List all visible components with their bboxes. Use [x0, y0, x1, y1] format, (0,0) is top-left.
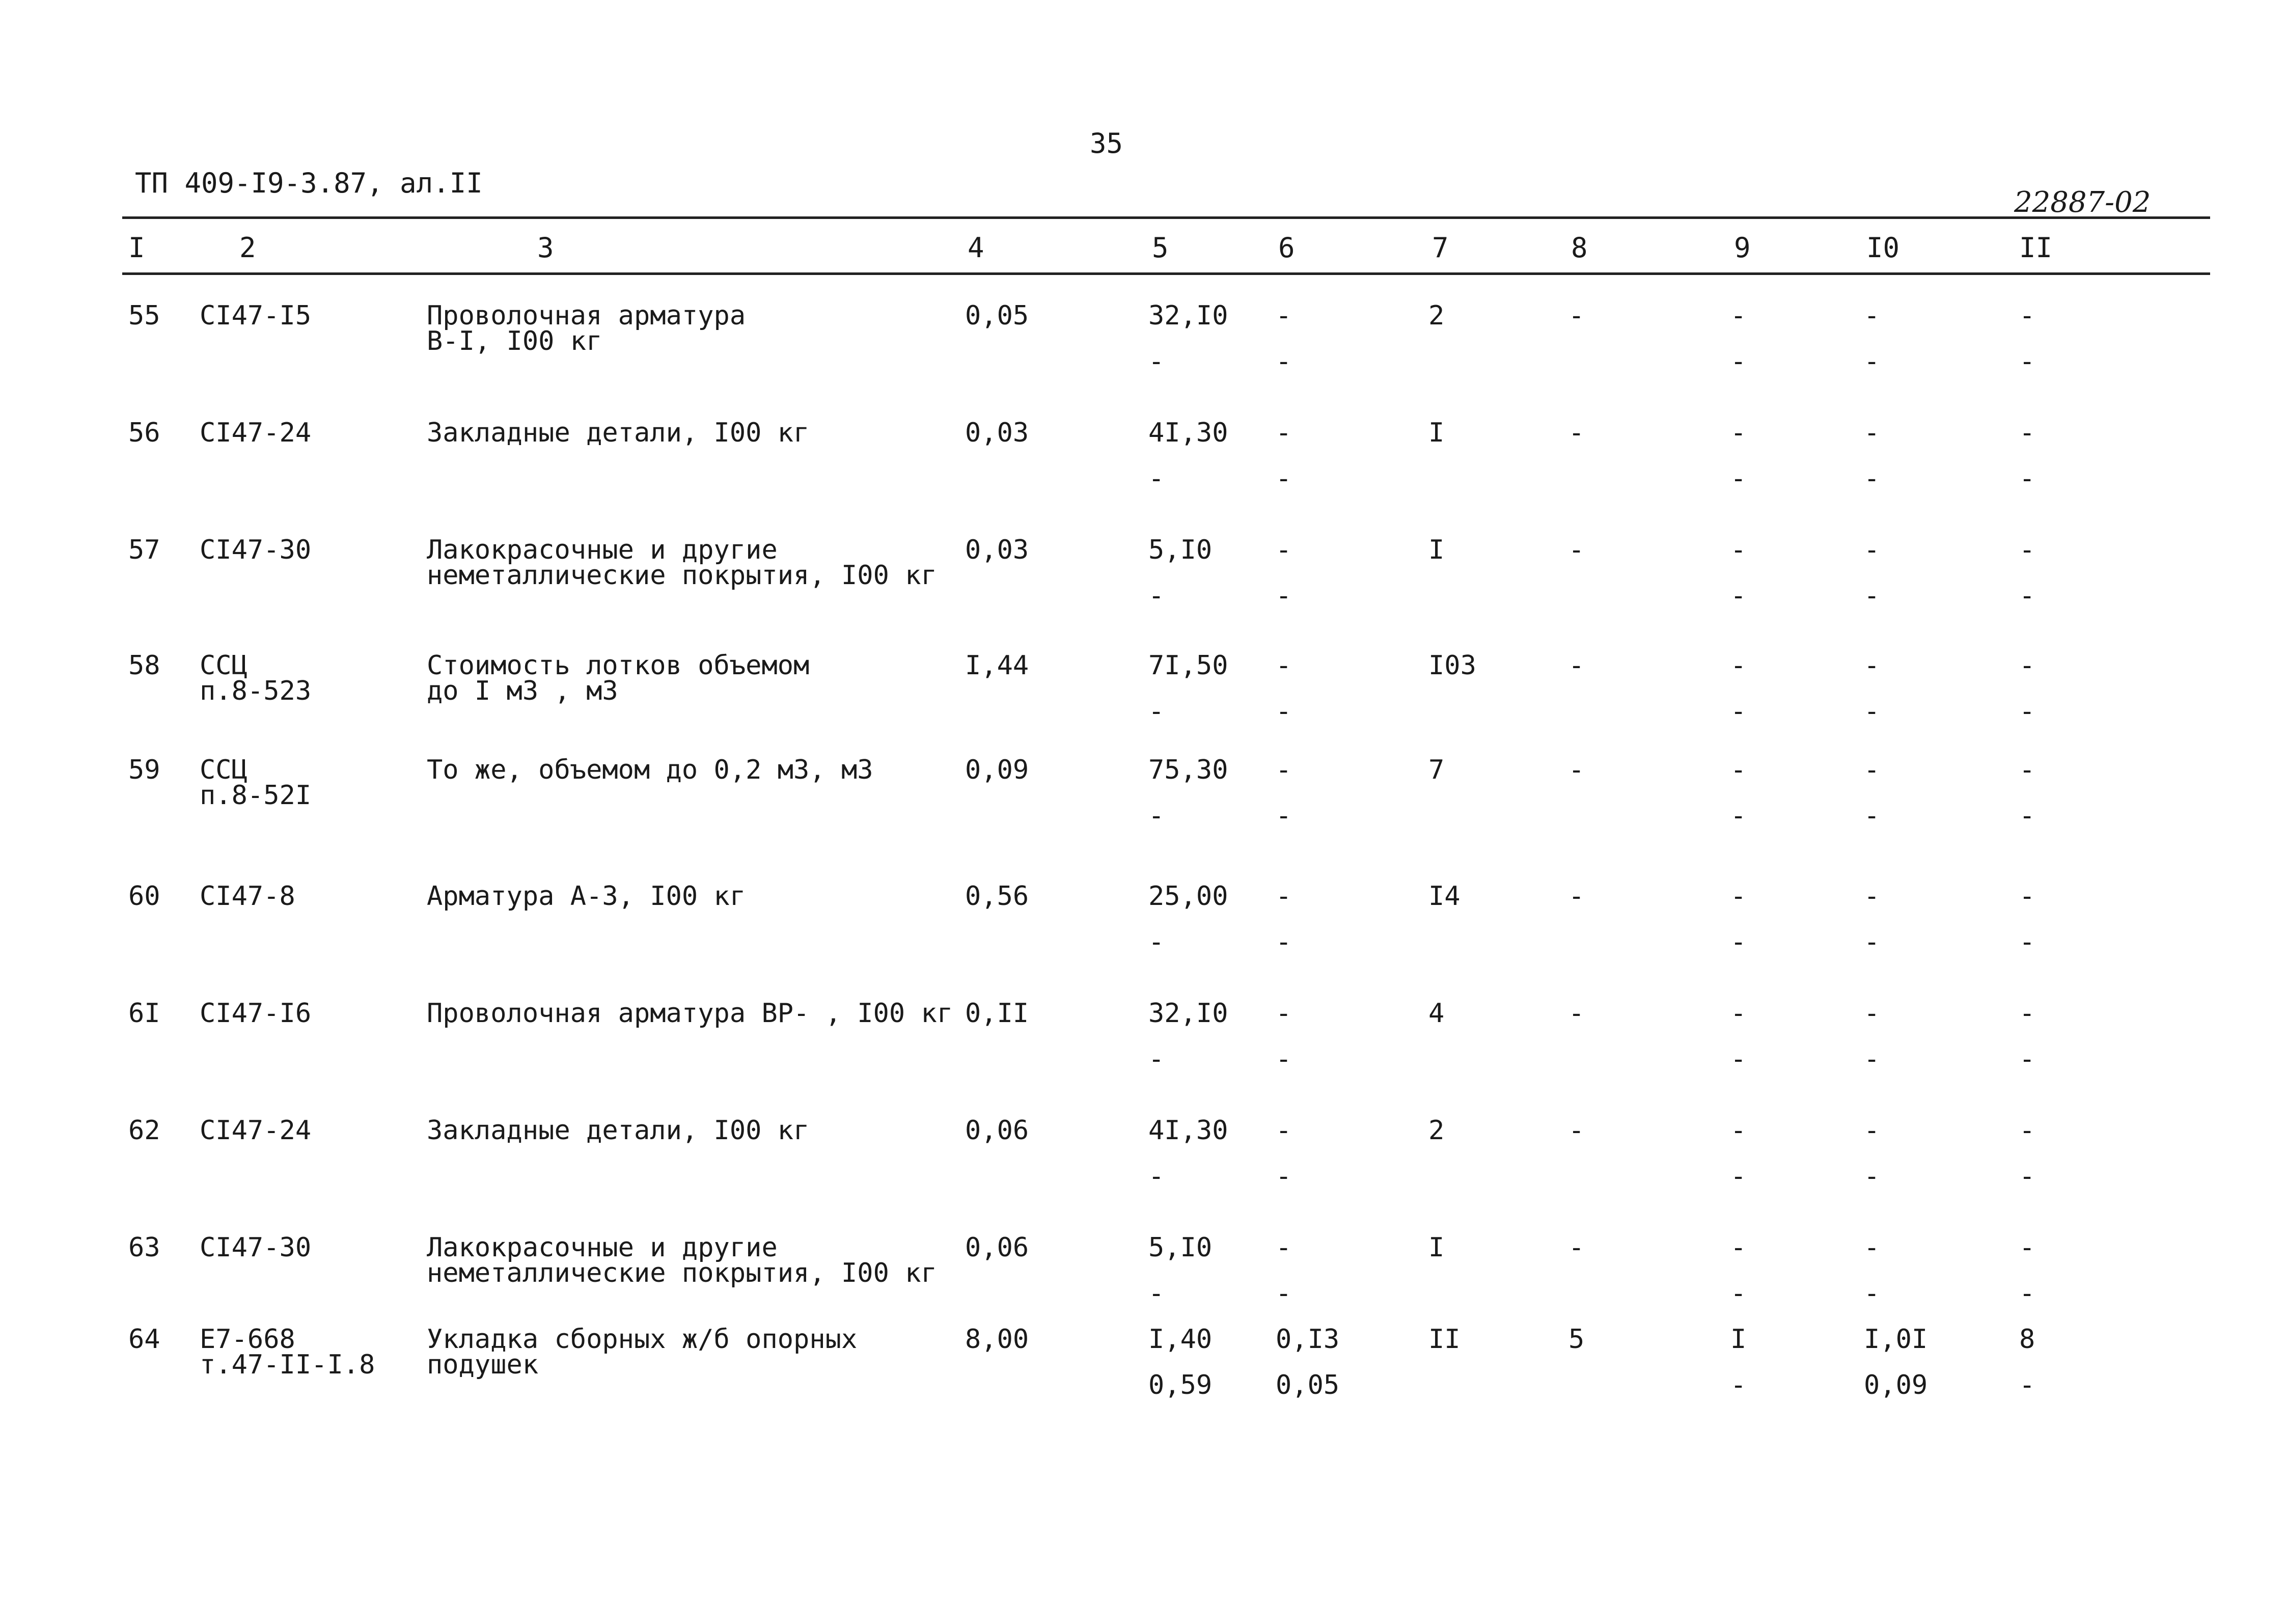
- row-code-line: СI47-24: [200, 418, 312, 448]
- table-row: [0, 881, 2286, 985]
- row-col9-secondary: -: [1730, 1278, 1747, 1309]
- row-description: [427, 998, 953, 1029]
- row-col9-secondary: -: [1730, 581, 1747, 611]
- row-col11-secondary: -: [2019, 1161, 2035, 1192]
- row-col5: I,40: [1148, 1324, 1213, 1355]
- row-code-line: ССЦ: [200, 755, 247, 785]
- row-code: [200, 755, 312, 811]
- row-number: 6I: [128, 998, 160, 1029]
- row-col11-secondary: -: [2019, 581, 2035, 611]
- table-row: [0, 1115, 2286, 1220]
- row-code-line: п.8-52I: [200, 780, 312, 811]
- column-header-11: II: [2019, 232, 2053, 264]
- row-col8: -: [1568, 418, 1585, 448]
- row-code-line: СI47-24: [200, 1115, 312, 1146]
- row-col5: 32,I0: [1148, 998, 1228, 1029]
- row-description-line: Проволочная арматура: [427, 300, 746, 331]
- row-col5-secondary: -: [1148, 1278, 1165, 1309]
- row-col9-secondary: -: [1730, 801, 1747, 831]
- row-code: [200, 998, 312, 1029]
- row-code: [200, 1115, 312, 1146]
- row-description-line: Закладные детали, I00 кг: [427, 418, 810, 448]
- column-header-5: 5: [1152, 232, 1169, 264]
- row-col10-secondary: -: [1864, 1161, 1880, 1192]
- row-col11-secondary: -: [2019, 927, 2035, 957]
- row-col6: -: [1276, 998, 1292, 1029]
- row-code: [200, 537, 311, 563]
- row-description: [427, 1232, 937, 1288]
- row-code-line: СI47-30: [200, 535, 312, 565]
- row-col8: 5: [1568, 1324, 1585, 1355]
- row-quantity: 0,56: [965, 881, 1029, 912]
- row-col11-secondary: -: [2019, 1370, 2035, 1400]
- row-description: [427, 650, 810, 706]
- document-code: ТП 409-I9-3.87, ал.II: [135, 167, 483, 199]
- row-col6: -: [1276, 1115, 1292, 1146]
- row-col10: -: [1864, 418, 1880, 448]
- row-number: 58: [128, 650, 160, 681]
- column-header-8: 8: [1571, 232, 1588, 264]
- row-number: 59: [128, 755, 160, 785]
- row-col5: 7I,50: [1148, 650, 1228, 681]
- row-col5: 25,00: [1148, 881, 1228, 912]
- row-code: [200, 420, 311, 446]
- row-col11: -: [2019, 1232, 2035, 1263]
- row-col5-secondary: -: [1148, 463, 1165, 494]
- row-col5-secondary: -: [1148, 801, 1165, 831]
- table-header: [0, 232, 2286, 267]
- row-description-line: неметаллические покрытия, I00 кг: [427, 1258, 937, 1288]
- column-header-2: 2: [239, 232, 256, 264]
- sheet-mark: 22887-02: [2014, 186, 2151, 219]
- row-col6: -: [1276, 1232, 1292, 1263]
- row-col10-secondary: -: [1864, 801, 1880, 831]
- row-col6: -: [1276, 535, 1292, 565]
- row-col7: I: [1428, 1232, 1445, 1263]
- row-col5-secondary: -: [1148, 346, 1165, 377]
- table-row: [0, 650, 2286, 755]
- row-col9-secondary: -: [1730, 1370, 1747, 1400]
- column-header-7: 7: [1432, 232, 1449, 264]
- row-col8: -: [1568, 998, 1585, 1029]
- column-header-1: I: [128, 232, 145, 264]
- row-description: [427, 1324, 858, 1380]
- row-col10-secondary: -: [1864, 927, 1880, 957]
- row-col5: 75,30: [1148, 755, 1228, 785]
- row-col9: -: [1730, 418, 1747, 448]
- row-code: [200, 1232, 312, 1263]
- row-col6-secondary: -: [1276, 581, 1292, 611]
- row-col5-secondary: -: [1148, 696, 1165, 727]
- row-description-line: Укладка сборных ж/б опорных: [427, 1324, 858, 1355]
- row-quantity: 8,00: [965, 1324, 1029, 1355]
- row-col11-secondary: -: [2019, 801, 2035, 831]
- row-number: 56: [128, 418, 160, 448]
- row-col8: -: [1568, 881, 1585, 912]
- row-col11: -: [2019, 1115, 2035, 1146]
- row-code: [200, 1324, 375, 1380]
- row-col11-secondary: -: [2019, 1044, 2035, 1075]
- row-col8: -: [1568, 300, 1585, 331]
- row-number: 63: [128, 1232, 160, 1263]
- row-col10: -: [1864, 881, 1880, 912]
- row-description: [427, 420, 809, 446]
- row-col6-secondary: -: [1276, 1278, 1292, 1309]
- row-description: [427, 881, 746, 912]
- row-col9: -: [1730, 1115, 1747, 1146]
- row-col11: -: [2019, 418, 2035, 448]
- row-code-line: СI47-I5: [200, 300, 312, 331]
- row-col7: I03: [1428, 650, 1476, 681]
- header-bottom-rule: [122, 272, 2210, 275]
- row-col6-secondary: -: [1276, 1044, 1292, 1075]
- column-header-6: 6: [1278, 232, 1295, 264]
- row-col6: -: [1276, 881, 1292, 912]
- row-col7: 7: [1428, 755, 1445, 785]
- row-code: [200, 300, 312, 331]
- row-col11-secondary: -: [2019, 346, 2035, 377]
- row-col7: II: [1428, 1324, 1461, 1355]
- column-header-3: 3: [537, 232, 554, 264]
- row-code: [200, 881, 295, 912]
- row-col8: -: [1568, 1232, 1585, 1263]
- row-description-line: подушек: [427, 1350, 539, 1380]
- row-col11: 8: [2019, 1324, 2035, 1355]
- row-col11: -: [2019, 755, 2035, 785]
- row-description-line: В-I, I00 кг: [427, 326, 602, 356]
- row-col9: -: [1730, 881, 1747, 912]
- row-description: [427, 1115, 810, 1146]
- row-col9: -: [1730, 650, 1747, 681]
- table-row: [0, 998, 2286, 1103]
- row-col11: -: [2019, 881, 2035, 912]
- row-col10-secondary: -: [1864, 1278, 1880, 1309]
- row-col5-secondary: 0,59: [1148, 1370, 1213, 1400]
- table-row: [0, 1232, 2286, 1337]
- header-top-rule: [122, 216, 2210, 219]
- row-code-line: ССЦ: [200, 650, 247, 681]
- row-col10-secondary: -: [1864, 696, 1880, 727]
- row-col9: -: [1730, 998, 1747, 1029]
- row-col9-secondary: -: [1730, 346, 1747, 377]
- row-col8: -: [1568, 755, 1585, 785]
- row-description-line: Лакокрасочные и другие: [427, 535, 778, 565]
- row-col9-secondary: -: [1730, 463, 1747, 494]
- row-code-line: т.47-II-I.8: [200, 1350, 375, 1380]
- row-description: [427, 757, 873, 783]
- row-col5-secondary: -: [1148, 1161, 1165, 1192]
- row-col8: -: [1568, 1115, 1585, 1146]
- row-col5-secondary: -: [1148, 927, 1165, 957]
- table-row: [0, 300, 2286, 405]
- row-col5: 4I,30: [1148, 418, 1228, 448]
- row-col11-secondary: -: [2019, 1278, 2035, 1309]
- row-col11: -: [2019, 650, 2035, 681]
- row-col6: -: [1276, 650, 1292, 681]
- row-col10: -: [1864, 1232, 1880, 1263]
- row-col10: -: [1864, 998, 1880, 1029]
- row-number: 57: [128, 535, 160, 565]
- row-col11: -: [2019, 300, 2035, 331]
- row-col6-secondary: -: [1276, 696, 1292, 727]
- row-col8: -: [1568, 650, 1585, 681]
- row-col10: I,0I: [1864, 1324, 1928, 1355]
- row-col10-secondary: 0,09: [1864, 1370, 1928, 1400]
- row-col7: I4: [1428, 881, 1461, 912]
- row-col6-secondary: 0,05: [1276, 1370, 1340, 1400]
- row-quantity: 0,03: [965, 418, 1029, 448]
- row-col10-secondary: -: [1864, 346, 1880, 377]
- row-col5-secondary: -: [1148, 1044, 1165, 1075]
- row-code: [200, 650, 312, 706]
- row-description-line: Арматура А-3, I00 кг: [427, 881, 746, 912]
- row-col9: I: [1730, 1324, 1747, 1355]
- row-col9: -: [1730, 535, 1747, 565]
- row-quantity: 0,06: [965, 1232, 1029, 1263]
- row-col9-secondary: -: [1730, 1044, 1747, 1075]
- row-col6: -: [1276, 300, 1292, 331]
- row-description-line: до I м3 , м3: [427, 676, 618, 706]
- row-col11-secondary: -: [2019, 696, 2035, 727]
- row-quantity: 0,03: [965, 535, 1029, 565]
- row-number: 62: [128, 1115, 160, 1146]
- row-col10: -: [1864, 300, 1880, 331]
- row-quantity: 0,II: [965, 998, 1029, 1029]
- row-col9-secondary: -: [1730, 1161, 1747, 1192]
- row-col9: -: [1730, 1232, 1747, 1263]
- row-col5: 5,I0: [1148, 1232, 1213, 1263]
- page-number: 35: [1090, 127, 1123, 159]
- row-col6-secondary: -: [1276, 463, 1292, 494]
- row-col9: -: [1730, 755, 1747, 785]
- column-header-4: 4: [968, 232, 984, 264]
- row-col9-secondary: -: [1730, 696, 1747, 727]
- row-col10: -: [1864, 650, 1880, 681]
- row-quantity: 0,06: [965, 1115, 1029, 1146]
- row-col5: 32,I0: [1148, 300, 1228, 331]
- row-col6: 0,I3: [1276, 1324, 1340, 1355]
- row-code-line: СI47-8: [200, 881, 295, 912]
- row-col11: -: [2019, 535, 2035, 565]
- row-col10: -: [1864, 1115, 1880, 1146]
- row-col10-secondary: -: [1864, 1044, 1880, 1075]
- row-number: 60: [128, 881, 160, 912]
- table-row: [0, 420, 2286, 522]
- row-code-line: п.8-523: [200, 676, 312, 706]
- column-header-9: 9: [1734, 232, 1751, 264]
- row-col6: -: [1276, 755, 1292, 785]
- row-code-line: Е7-668: [200, 1324, 295, 1355]
- row-col6-secondary: -: [1276, 346, 1292, 377]
- row-number: 64: [128, 1324, 160, 1355]
- row-quantity: 0,05: [965, 300, 1029, 331]
- row-code-line: СI47-30: [200, 1232, 312, 1263]
- row-col11: -: [2019, 998, 2035, 1029]
- row-description-line: Проволочная арматура ВР- , I00 кг: [427, 998, 953, 1029]
- row-col6: -: [1276, 418, 1292, 448]
- row-col5-secondary: -: [1148, 581, 1165, 611]
- row-col7: I: [1428, 535, 1445, 565]
- row-description-line: Стоимость лотков объемом: [427, 650, 810, 681]
- row-description-line: Лакокрасочные и другие: [427, 1232, 778, 1263]
- row-description-line: Закладные детали, I00 кг: [427, 1115, 810, 1146]
- row-col9: -: [1730, 300, 1747, 331]
- row-col11-secondary: -: [2019, 463, 2035, 494]
- row-col8: -: [1568, 535, 1585, 565]
- row-col5: 5,I0: [1148, 535, 1213, 565]
- row-col5: 4I,30: [1148, 1115, 1228, 1146]
- row-col10-secondary: -: [1864, 463, 1880, 494]
- table-row: [0, 1324, 2286, 1428]
- row-quantity: 0,09: [965, 755, 1029, 785]
- row-col7: I: [1428, 418, 1445, 448]
- row-col10-secondary: -: [1864, 581, 1880, 611]
- table-row: [0, 757, 2286, 859]
- column-header-10: I0: [1866, 232, 1900, 264]
- row-number: 55: [128, 300, 160, 331]
- table-row: [0, 537, 2286, 639]
- row-col6-secondary: -: [1276, 801, 1292, 831]
- row-col10: -: [1864, 535, 1880, 565]
- row-col6-secondary: -: [1276, 1161, 1292, 1192]
- row-quantity: I,44: [965, 650, 1029, 681]
- row-description: [427, 535, 937, 591]
- row-description-line: неметаллические покрытия, I00 кг: [427, 560, 937, 591]
- row-col7: 4: [1428, 998, 1445, 1029]
- row-code-line: СI47-I6: [200, 998, 312, 1029]
- row-col9-secondary: -: [1730, 927, 1747, 957]
- row-col10: -: [1864, 755, 1880, 785]
- row-col7: 2: [1428, 300, 1445, 331]
- row-col6-secondary: -: [1276, 927, 1292, 957]
- row-description-line: То же, объемом до 0,2 м3, м3: [427, 755, 873, 785]
- row-col7: 2: [1428, 1115, 1445, 1146]
- row-description: [427, 300, 746, 356]
